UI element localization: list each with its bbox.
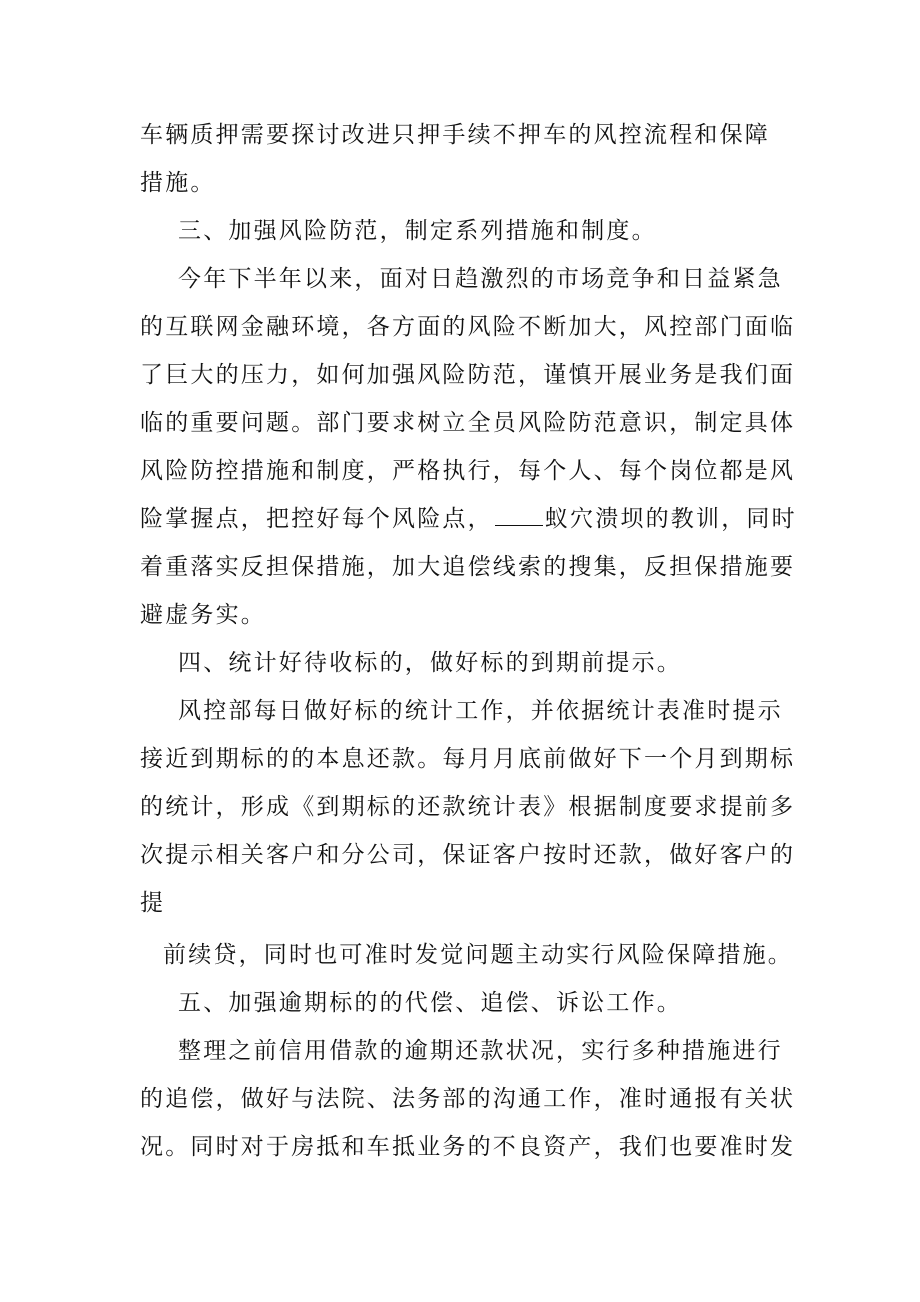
paragraph-line: 风险防控措施和制度，严格执行，每个人、每个岗位都是风 xyxy=(140,458,796,484)
paragraph-line: 临的重要问题。部门要求树立全员风险防范意识，制定具体 xyxy=(140,410,796,436)
line-text-before-blank: 险掌握点，把控好每个风险点， xyxy=(140,506,493,532)
paragraph-line: 整理之前信用借款的逾期还款状况，实行多种措施进行 xyxy=(178,1038,783,1064)
section-heading-4: 四、统计好待收标的，做好标的到期前提示。 xyxy=(178,650,682,676)
paragraph-line: 况。同时对于房抵和车抵业务的不良资产，我们也要准时发 xyxy=(140,1134,796,1160)
section-heading-3: 三、加强风险防范，制定系列措施和制度。 xyxy=(178,218,657,244)
paragraph-line: 着重落实反担保措施，加大追偿线索的搜集，反担保措施要 xyxy=(140,554,796,580)
paragraph-line: 了巨大的压力，如何加强风险防范，谨慎开展业务是我们面 xyxy=(140,362,796,388)
paragraph-line: 的统计，形成《到期标的还款统计表》根据制度要求提前多 xyxy=(140,794,796,820)
paragraph-line: 避虚务实。 xyxy=(140,602,266,628)
paragraph-line: 次提示相关客户和分公司，保证客户按时还款，做好客户的 xyxy=(140,842,796,868)
paragraph-line: 提 xyxy=(140,890,166,916)
paragraph-line-with-blank xyxy=(140,504,797,534)
paragraph-line: 车辆质押需要探讨改进只押手续不押车的风控流程和保障 xyxy=(140,122,770,148)
paragraph-line: 的互联网金融环境，各方面的风险不断加大，风控部门面临 xyxy=(140,314,796,340)
paragraph-line: 风控部每日做好标的统计工作，并依据统计表准时提示 xyxy=(178,698,783,724)
paragraph-line: 接近到期标的的本息还款。每月月底前做好下一个月到期标 xyxy=(140,746,796,772)
section-heading-5: 五、加强逾期标的的代偿、追偿、诉讼工作。 xyxy=(178,990,682,1016)
paragraph-line: 前续贷，同时也可准时发觉问题主动实行风险保障措施。 xyxy=(163,942,793,968)
fill-in-blank xyxy=(495,505,543,526)
paragraph-line: 措施。 xyxy=(140,170,216,196)
line-text-after-blank: 蚁穴溃坝的教训，同时 xyxy=(544,506,797,532)
paragraph-line: 今年下半年以来，面对日趋激烈的市场竞争和日益紧急 xyxy=(178,266,783,292)
paragraph-line: 的追偿，做好与法院、法务部的沟通工作，准时通报有关状 xyxy=(140,1086,796,1112)
